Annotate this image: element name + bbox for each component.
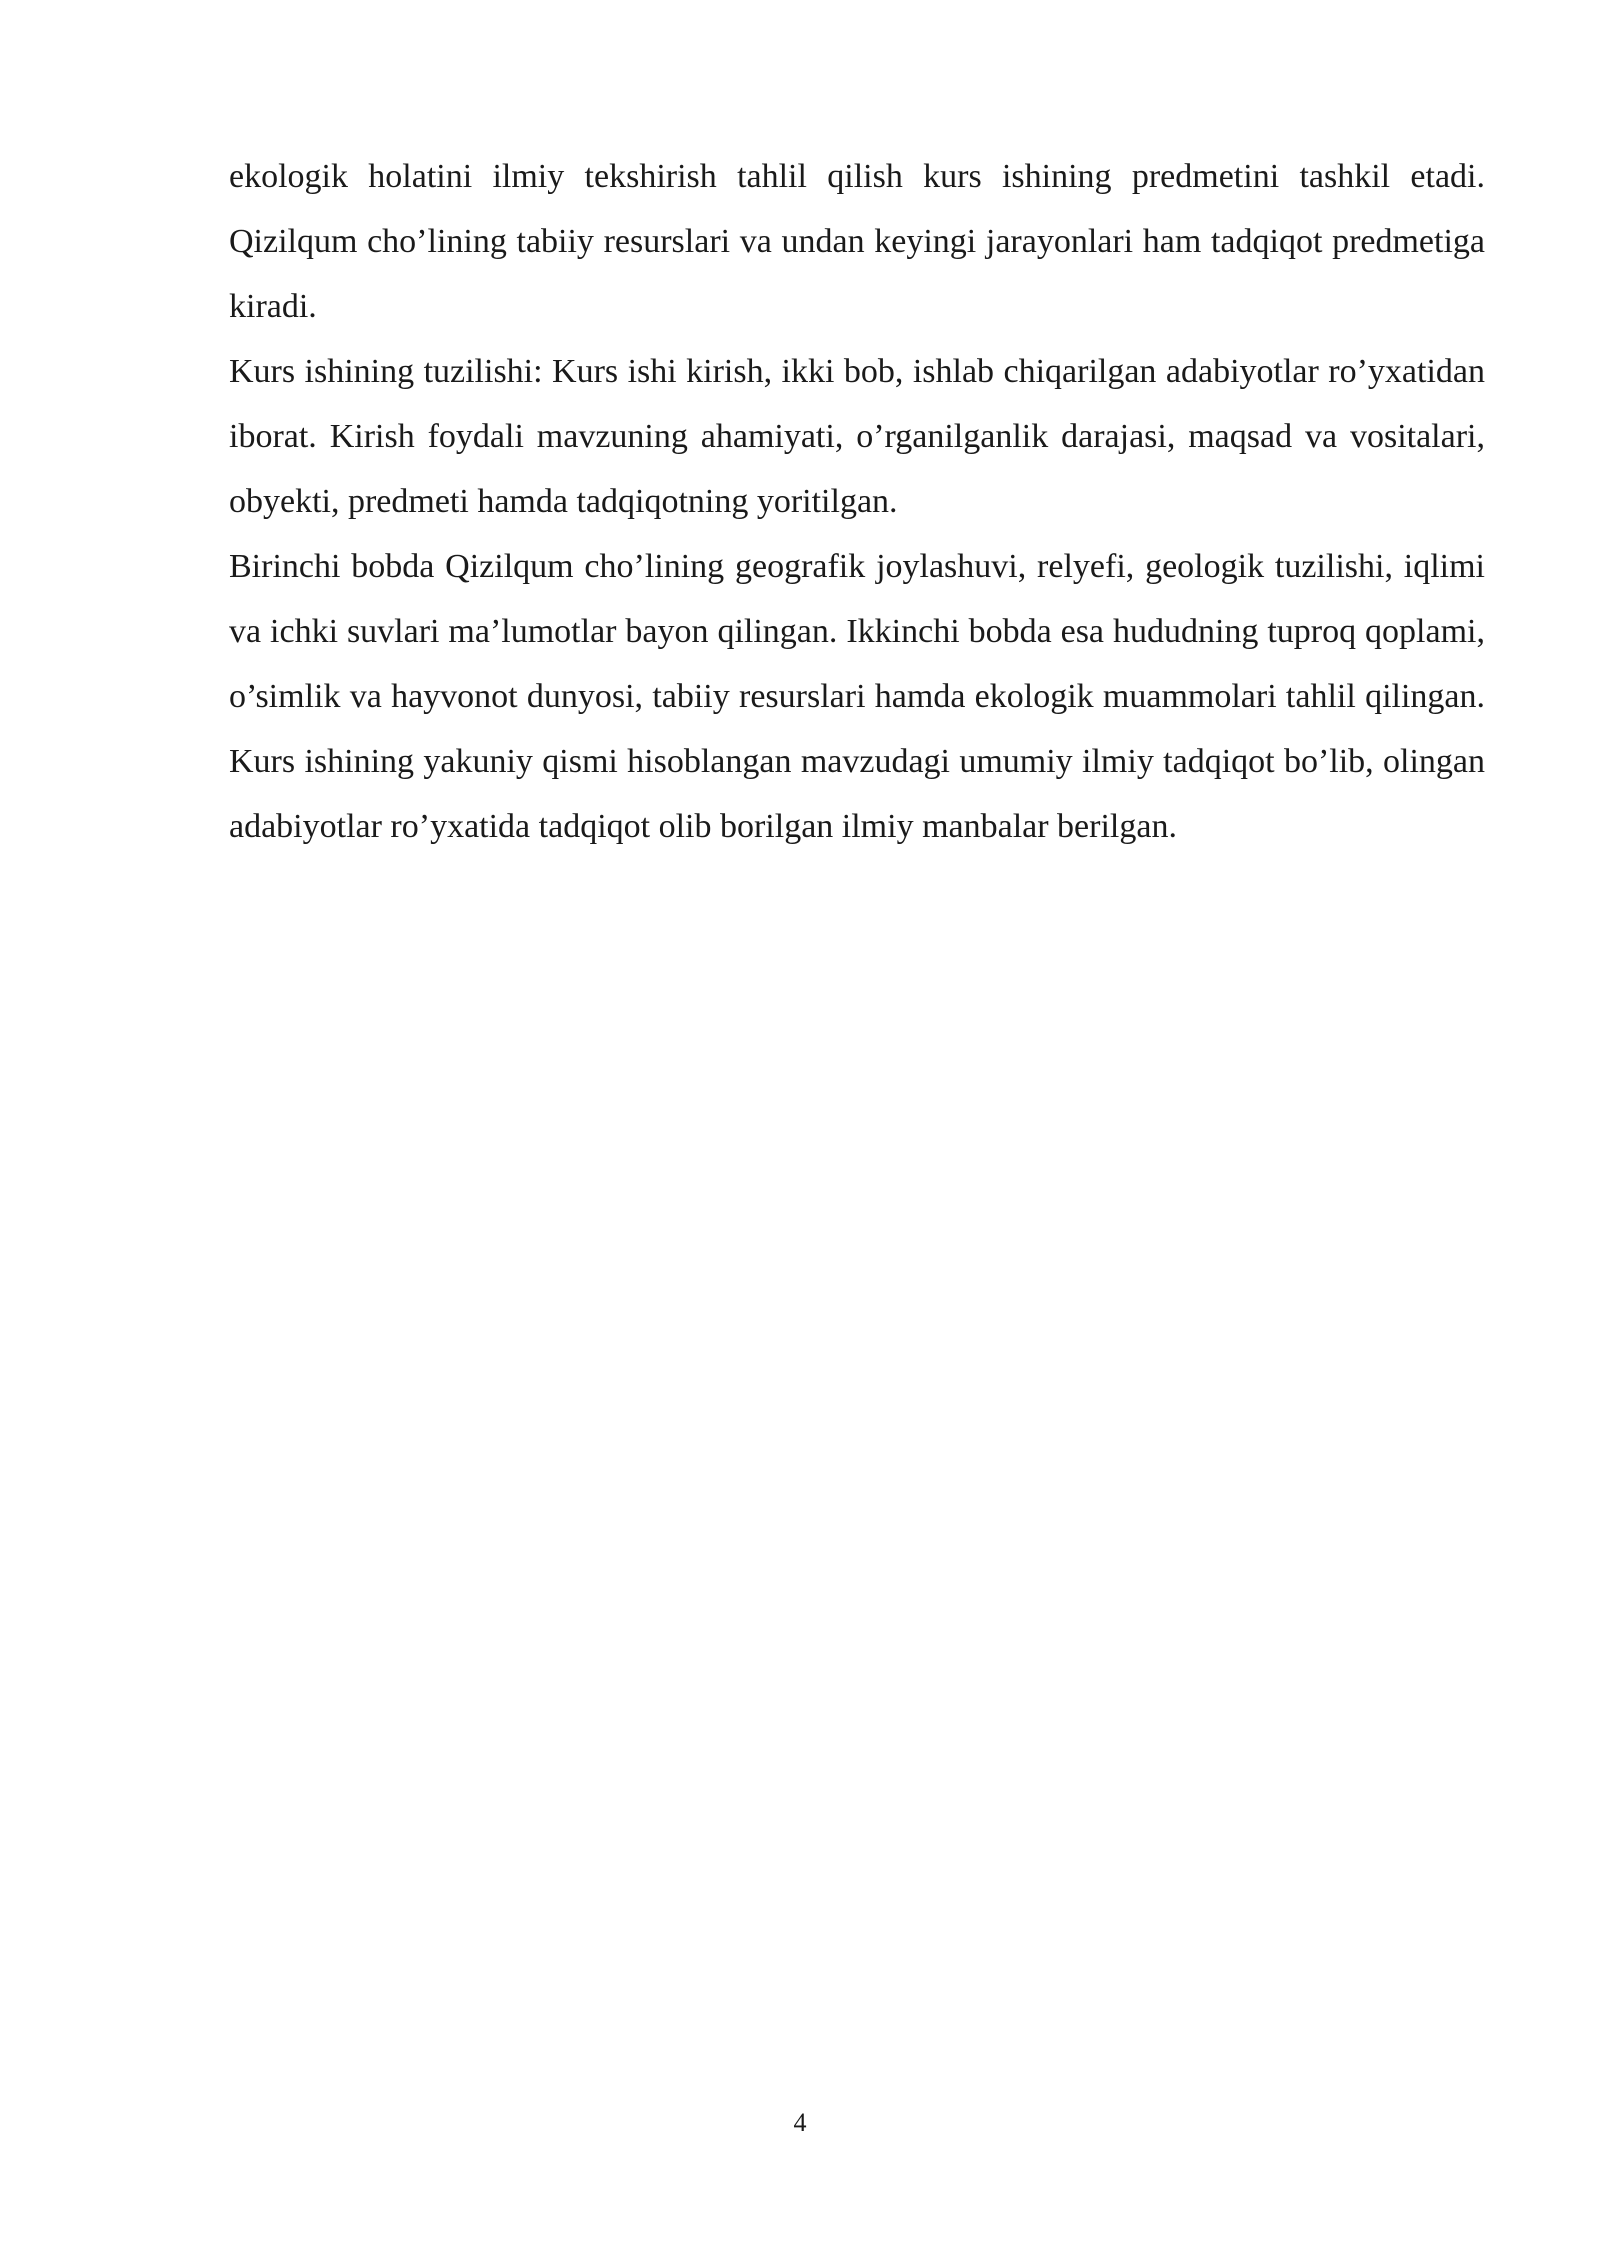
page-number: 4 bbox=[793, 2108, 807, 2137]
paragraph-1: ekologik holatini ilmiy tekshirish tahlil qilish kurs ishining predmetini tashkil etadi. Qizilqum cho’lining tabiiy resurslari va undan keyingi jarayonlari ham tadqiqot predmetiga kiradi. bbox=[229, 158, 1485, 325]
body-text bbox=[229, 144, 1485, 859]
paragraph-3: Birinchi bobda Qizilqum cho’lining geografik joylashuvi, relyefi, geologik tuzilishi, iqlimi va ichki suvlari ma’lumotlar bayon qilingan. Ikkinchi bobda esa hududning tuproq qoplami, o’simlik va hayvonot dunyosi, tabiiy resurslari hamda ekologik muammolari tahlil qilingan. Kurs ishining yakuniy qismi hisoblangan mavzudagi umumiy ilmiy tadqiqot bo’lib, olingan adabiyotlar ro’yxatida tadqiqot olib borilgan ilmiy manbalar berilgan. bbox=[229, 548, 1485, 845]
paragraph-2: Kurs ishining tuzilishi: Kurs ishi kirish, ikki bob, ishlab chiqarilgan adabiyotlar ro’yxatidan iborat. Kirish foydali mavzuning ahamiyati, o’rganilganlik darajasi, maqsad va vositalari, obyekti, predmeti hamda tadqiqotning yoritilgan. bbox=[229, 353, 1485, 520]
